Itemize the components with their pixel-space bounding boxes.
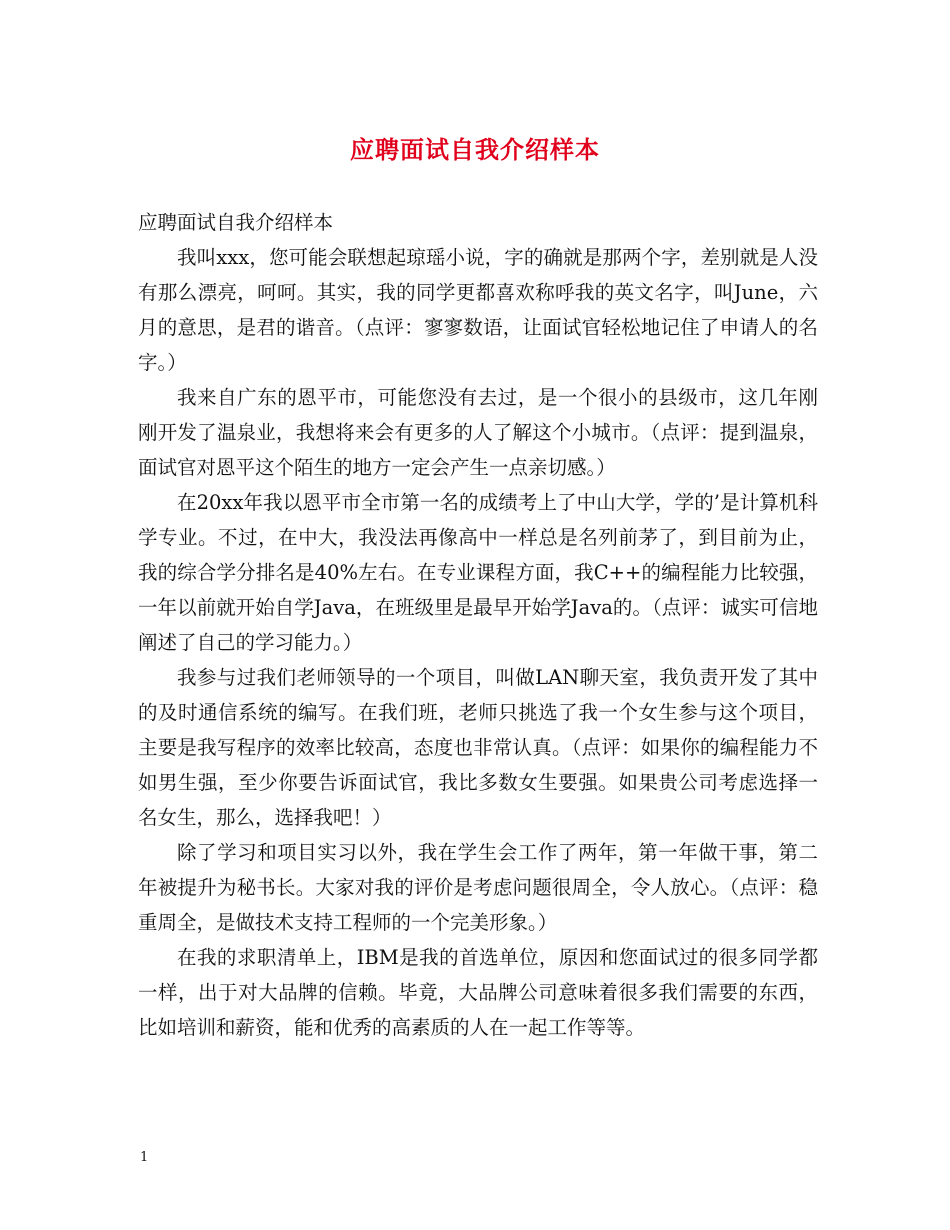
paragraph-project: 我参与过我们老师领导的一个项目，叫做LAN聊天室，我负责开发了其中的及时通信系统的编写。在我们班，老师只挑选了我一个女生参与这个项目，主要是我写程序的效率比较高，态度也非常认真。（点评：如果你的编程能力不如男生强，至少你要告诉面试官，我比多数女生要强。如果贵公司考虑选择一名女生，那么，选择我吧！）: [138, 666, 818, 829]
paragraph-student-union: 除了学习和项目实习以外，我在学生会工作了两年，第一年做干事，第二年被提升为秘书长。大家对我的评价是考虑问题很周全，令人放心。（点评：稳重周全，是做技术支持工程师的一个完美形象。）: [138, 841, 818, 934]
paragraph-name-intro: 我叫xxx，您可能会联想起琼瑶小说，字的确就是那两个字，差别就是人没有那么漂亮，呵呵。其实，我的同学更都喜欢称呼我的英文名字，叫June，六月的意思，是君的谐音。（点评：寥寥数语，让面试官轻松地记住了申请人的名字。）: [138, 246, 818, 374]
page-number: 1: [140, 1150, 149, 1165]
section-heading: 应聘面试自我介绍样本: [138, 211, 334, 234]
document-title: 应聘面试自我介绍样本: [350, 135, 600, 164]
paragraph-job-choice: 在我的求职清单上，IBM是我的首选单位，原因和您面试过的很多同学都一样，出于对大品牌的信赖。毕竟，大品牌公司意味着很多我们需要的东西，比如培训和薪资，能和优秀的高素质的人在一起工作等等。: [138, 946, 818, 1039]
paragraph-education: 在20xx年我以恩平市全市第一名的成绩考上了中山大学，学的’是计算机科学专业。不过，在中大，我没法再像高中一样总是名列前茅了，到目前为止，我的综合学分排名是40%左右。在专业课程方面，我C++的编程能力比较强，一年以前就开始自学Java，在班级里是最早开始学Java的。（点评：诚实可信地阐述了自己的学习能力。）: [138, 491, 818, 654]
document-body: [138, 205, 818, 1045]
paragraph-hometown: 我来自广东的恩平市，可能您没有去过，是一个很小的县级市，这几年刚刚开发了温泉业，我想将来会有更多的人了解这个小城市。（点评：提到温泉，面试官对恩平这个陌生的地方一定会产生一点亲切感。）: [138, 386, 818, 479]
